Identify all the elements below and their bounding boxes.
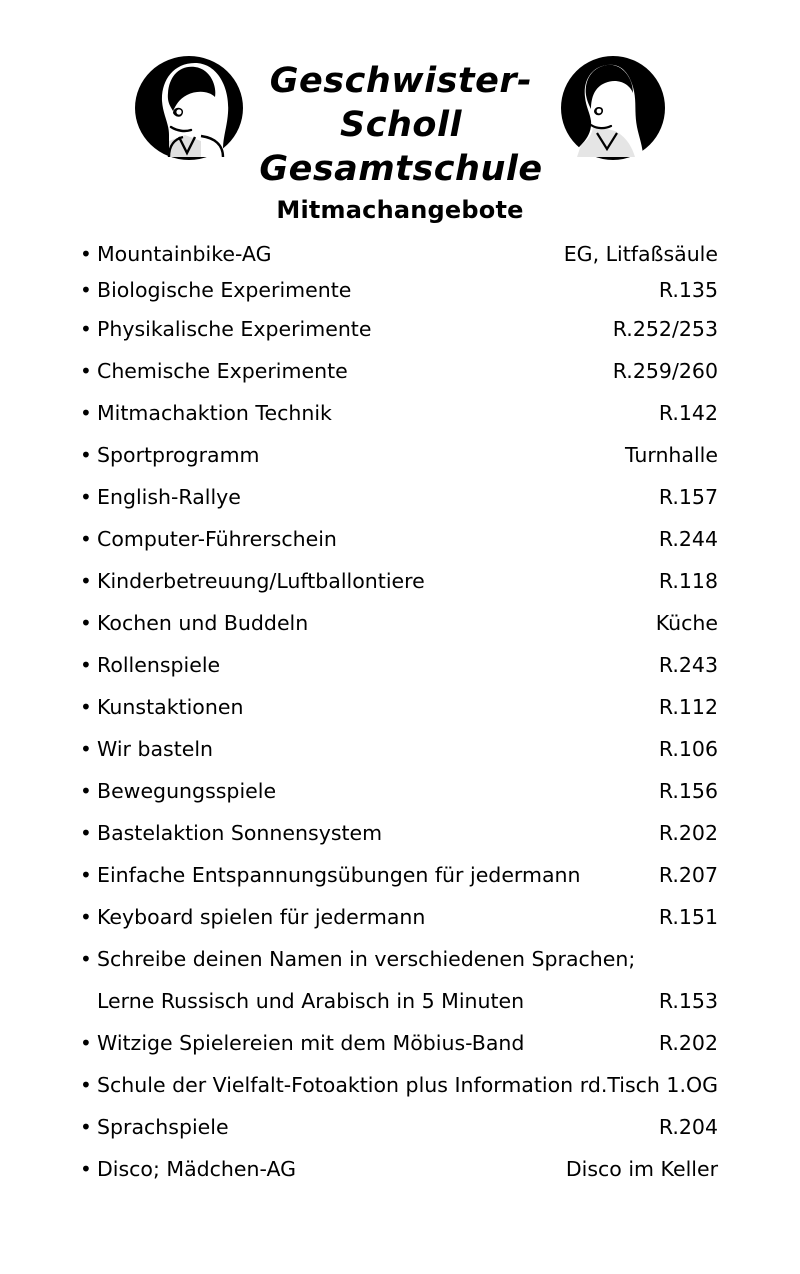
- offer-name: Lerne Russisch und Arabisch in 5 Minuten: [97, 989, 525, 1013]
- bullet-icon: •: [80, 947, 92, 971]
- logo-inner: [135, 51, 665, 189]
- portrait-silhouette-right-icon: [561, 53, 665, 163]
- offer-name: Wir basteln: [97, 737, 214, 761]
- offer-row: [80, 1064, 720, 1106]
- offer-room: R.142: [658, 401, 718, 425]
- bullet-icon: •: [80, 653, 92, 677]
- school-name-line2: Gesamtschule: [259, 148, 543, 189]
- offer-room: R.118: [658, 569, 718, 593]
- offer-room: R.202: [658, 821, 718, 845]
- offer-name: Physikalische Experimente: [97, 317, 372, 341]
- offer-name: Sportprogramm: [97, 443, 260, 467]
- offer-row: [80, 686, 720, 728]
- offer-room: R.106: [658, 737, 718, 761]
- offer-name: Disco; Mädchen-AG: [97, 1157, 297, 1181]
- school-name-line1: Geschwister-Scholl: [269, 60, 533, 145]
- offer-label: [80, 476, 241, 518]
- offer-room: R.243: [658, 653, 718, 677]
- offer-label: [80, 854, 581, 896]
- bullet-icon: •: [80, 1073, 92, 1097]
- offer-name: Biologische Experimente: [97, 278, 352, 302]
- offer-name: Witzige Spielereien mit dem Möbius-Band: [97, 1031, 525, 1055]
- offer-label: [80, 728, 213, 770]
- offer-room: R.112: [658, 695, 718, 719]
- offer-room: Disco im Keller: [565, 1157, 718, 1181]
- offer-name: Kochen und Buddeln: [97, 611, 309, 635]
- offer-name: Mountainbike-AG: [97, 242, 272, 266]
- offer-label: [80, 518, 337, 560]
- bullet-icon: •: [80, 611, 92, 635]
- offer-room: R.153: [658, 989, 718, 1013]
- offer-row: [80, 476, 720, 518]
- offer-row: [80, 518, 720, 560]
- offer-name: Sprachspiele: [97, 1115, 229, 1139]
- offer-label: [80, 236, 271, 272]
- offer-label: [80, 812, 382, 854]
- offer-name: Computer-Führerschein: [97, 527, 337, 551]
- offer-row: [80, 644, 720, 686]
- bullet-icon: •: [80, 485, 92, 509]
- offer-name: Einfache Entspannungsübungen für jedermann: [97, 863, 581, 887]
- bullet-icon: •: [80, 695, 92, 719]
- bullet-icon: •: [80, 905, 92, 929]
- offer-name: Chemische Experimente: [97, 359, 348, 383]
- offer-row: [80, 854, 720, 896]
- offer-name: Bastelaktion Sonnensystem: [97, 821, 383, 845]
- offer-row: [80, 896, 720, 938]
- offer-row: [80, 392, 720, 434]
- offer-room: R.202: [658, 1031, 718, 1055]
- bullet-icon: •: [80, 779, 92, 803]
- offer-label: [80, 1148, 296, 1190]
- offer-name: Mitmachaktion Technik: [97, 401, 332, 425]
- bullet-icon: •: [80, 569, 92, 593]
- offer-row: [80, 980, 720, 1022]
- offer-list: [80, 236, 720, 1190]
- offer-row: [80, 602, 720, 644]
- offer-label: [80, 938, 635, 980]
- offer-label: [80, 434, 260, 476]
- bullet-icon: •: [80, 821, 92, 845]
- offer-label: [80, 1106, 229, 1148]
- offer-room: R.135: [658, 278, 718, 302]
- offer-label: [80, 1022, 524, 1064]
- offer-row: [80, 1106, 720, 1148]
- offer-row: [80, 236, 720, 272]
- bullet-icon: •: [80, 401, 92, 425]
- offer-room: R.244: [658, 527, 718, 551]
- offer-label: [80, 896, 425, 938]
- offer-room: rd.Tisch 1.OG: [579, 1073, 718, 1097]
- offer-name: Kunstaktionen: [97, 695, 244, 719]
- offer-room: R.259/260: [612, 359, 718, 383]
- bullet-icon: •: [80, 242, 92, 266]
- offer-name: Rollenspiele: [97, 653, 221, 677]
- offer-label: [80, 392, 332, 434]
- offer-row: [80, 272, 720, 308]
- offer-row: [80, 350, 720, 392]
- offer-label: [80, 980, 524, 1022]
- offer-label: [80, 686, 243, 728]
- school-name: [221, 59, 581, 191]
- bullet-icon: •: [80, 737, 92, 761]
- offer-row: [80, 434, 720, 476]
- page-title: Mitmachangebote: [276, 196, 524, 224]
- offer-name: Schreibe deinen Namen in verschiedenen Sprachen;: [97, 947, 636, 971]
- offer-row: [80, 728, 720, 770]
- offer-row: [80, 560, 720, 602]
- offer-row: [80, 308, 720, 350]
- offer-label: [80, 560, 425, 602]
- bullet-icon: •: [80, 1157, 92, 1181]
- offer-label: [80, 602, 308, 644]
- offer-room: R.157: [658, 485, 718, 509]
- bullet-icon: •: [80, 359, 92, 383]
- offer-room: R.151: [658, 905, 718, 929]
- offer-room: Küche: [655, 611, 718, 635]
- offer-label: [80, 272, 351, 308]
- offer-room: R.156: [658, 779, 718, 803]
- bullet-icon: •: [80, 863, 92, 887]
- offer-name: Keyboard spielen für jedermann: [97, 905, 426, 929]
- offer-row: [80, 938, 720, 980]
- offer-name: Schule der Vielfalt-Fotoaktion plus Information: [97, 1073, 574, 1097]
- bullet-icon: •: [80, 443, 92, 467]
- bullet-icon: •: [80, 278, 92, 302]
- offer-row: [80, 1148, 720, 1190]
- offer-label: [80, 350, 348, 392]
- bullet-icon: •: [80, 1031, 92, 1055]
- offer-name: Bewegungsspiele: [97, 779, 277, 803]
- offer-label: [80, 1064, 573, 1106]
- offer-room: R.204: [658, 1115, 718, 1139]
- offer-row: [80, 1022, 720, 1064]
- offer-name: Kinderbetreuung/Luftballontiere: [97, 569, 425, 593]
- offer-room: EG, Litfaßsäule: [563, 242, 718, 266]
- offer-label: [80, 770, 276, 812]
- offer-room: Turnhalle: [624, 443, 718, 467]
- bullet-icon: •: [80, 1115, 92, 1139]
- offer-row: [80, 770, 720, 812]
- offer-room: R.207: [658, 863, 718, 887]
- offer-room: R.252/253: [612, 317, 718, 341]
- offer-row: [80, 812, 720, 854]
- offer-label: [80, 644, 220, 686]
- bullet-icon: •: [80, 317, 92, 341]
- offer-label: [80, 308, 371, 350]
- school-logo: [0, 48, 800, 189]
- bullet-icon: •: [80, 527, 92, 551]
- offer-name: English-Rallye: [97, 485, 241, 509]
